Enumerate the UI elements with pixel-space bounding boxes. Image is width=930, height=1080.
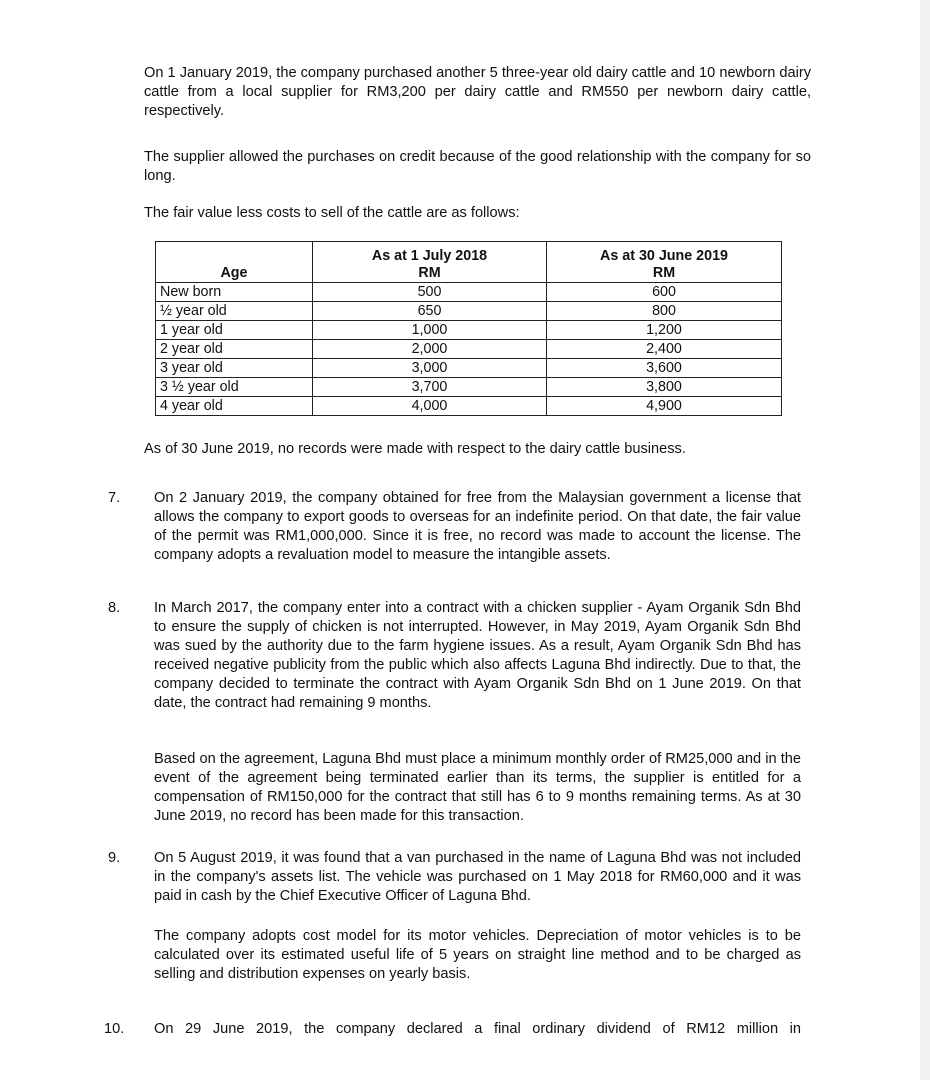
- value-2018-cell: 3,700: [313, 378, 547, 397]
- intro-paragraph: The fair value less costs to sell of the cattle are as follows:: [144, 205, 520, 221]
- age-cell: 3 year old: [156, 359, 313, 378]
- value-2019-cell: 2,400: [547, 340, 782, 359]
- intro-paragraph: The supplier allowed the purchases on credit because of the good relationship with the company for so long.: [144, 149, 811, 184]
- item-paragraph: Based on the agreement, Laguna Bhd must place a minimum monthly order of RM25,000 and in the event of the agreement being terminated earlier than its terms, the supplier is entitled for a compensation of RM150,000 for the contract that still has 6 to 9 months remaining terms. As at 30 June 2019, no record has been made for this transaction.: [154, 751, 801, 824]
- age-cell: New born: [156, 283, 313, 302]
- age-cell: 4 year old: [156, 397, 313, 416]
- value-2018-cell: 3,000: [313, 359, 547, 378]
- item-paragraph: The company adopts cost model for its motor vehicles. Depreciation of motor vehicles is to be calculated over its estimated useful life of 5 years on straight line method and to be charged as selling and distribution expenses on yearly basis.: [154, 928, 801, 982]
- age-cell: 2 year old: [156, 340, 313, 359]
- intro-paragraph: On 1 January 2019, the company purchased another 5 three-year old dairy cattle and 10 newborn dairy cattle from a local supplier for RM3,200 per dairy cattle and RM550 per newborn dairy cattle, respectively.: [144, 65, 811, 119]
- value-2018-cell: 650: [313, 302, 547, 321]
- item-paragraph: On 5 August 2019, it was found that a van purchased in the name of Laguna Bhd was not included in the company's assets list. The vehicle was purchased on 1 May 2018 for RM60,000 and it was paid in cash by the Chief Executive Officer of Laguna Bhd.: [154, 850, 801, 904]
- table-row: [156, 321, 782, 340]
- value-2019-cell: 600: [547, 283, 782, 302]
- table-header-row: [156, 242, 782, 283]
- age-cell: ½ year old: [156, 302, 313, 321]
- value-2018-cell: 500: [313, 283, 547, 302]
- value-2019-cell: 1,200: [547, 321, 782, 340]
- value-2019-cell: 4,900: [547, 397, 782, 416]
- value-2019-cell: 3,800: [547, 378, 782, 397]
- intro-paragraph: As of 30 June 2019, no records were made with respect to the dairy cattle business.: [144, 441, 686, 457]
- header-2018: [313, 242, 547, 283]
- value-2018-cell: 4,000: [313, 397, 547, 416]
- value-2018-cell: 2,000: [313, 340, 547, 359]
- table-row: [156, 378, 782, 397]
- item-paragraph: In March 2017, the company enter into a contract with a chicken supplier - Ayam Organik Sdn Bhd to ensure the supply of chicken is not interrupted. However, in May 2019, Ayam Organik Sdn Bhd was sued by the authority due to the farm hygiene issues. As a result, Ayam Organik Sdn Bhd has received negative publicity from the public which also affects Laguna Bhd indirectly. Due to that, the company decided to terminate the contract with Ayam Organik Sdn Bhd on 1 June 2019. On that date, the contract had remaining 9 months.: [154, 600, 801, 711]
- header-2019-unit: RM: [652, 265, 676, 281]
- item-number: 9.: [108, 850, 121, 866]
- scrollbar-track[interactable]: [920, 0, 930, 1080]
- table-row: [156, 359, 782, 378]
- item-number: 8.: [108, 600, 121, 616]
- table-row: [156, 302, 782, 321]
- value-2018-cell: 1,000: [313, 321, 547, 340]
- header-2019: [547, 242, 782, 283]
- table-row: [156, 397, 782, 416]
- age-cell: 3 ½ year old: [156, 378, 313, 397]
- header-age: Age: [156, 242, 313, 283]
- age-cell: 1 year old: [156, 321, 313, 340]
- value-2019-cell: 800: [547, 302, 782, 321]
- item-number: 10.: [104, 1021, 125, 1037]
- item-paragraph: On 29 June 2019, the company declared a final ordinary dividend of RM12 million in: [154, 1021, 801, 1037]
- item-paragraph: On 2 January 2019, the company obtained for free from the Malaysian government a license that allows the company to export goods to overseas for an indefinite period. On that date, the fair value of the permit was RM1,000,000. Since it is free, no record was made to account the license. The company adopts a revaluation model to measure the intangible assets.: [154, 490, 801, 563]
- table-row: [156, 283, 782, 302]
- item-number: 7.: [108, 490, 121, 506]
- header-2018-date: As at 1 July 2018: [371, 248, 488, 264]
- fair-value-table: [155, 241, 782, 416]
- header-2019-date: As at 30 June 2019: [600, 248, 728, 264]
- value-2019-cell: 3,600: [547, 359, 782, 378]
- table-row: [156, 340, 782, 359]
- header-2018-unit: RM: [418, 265, 441, 281]
